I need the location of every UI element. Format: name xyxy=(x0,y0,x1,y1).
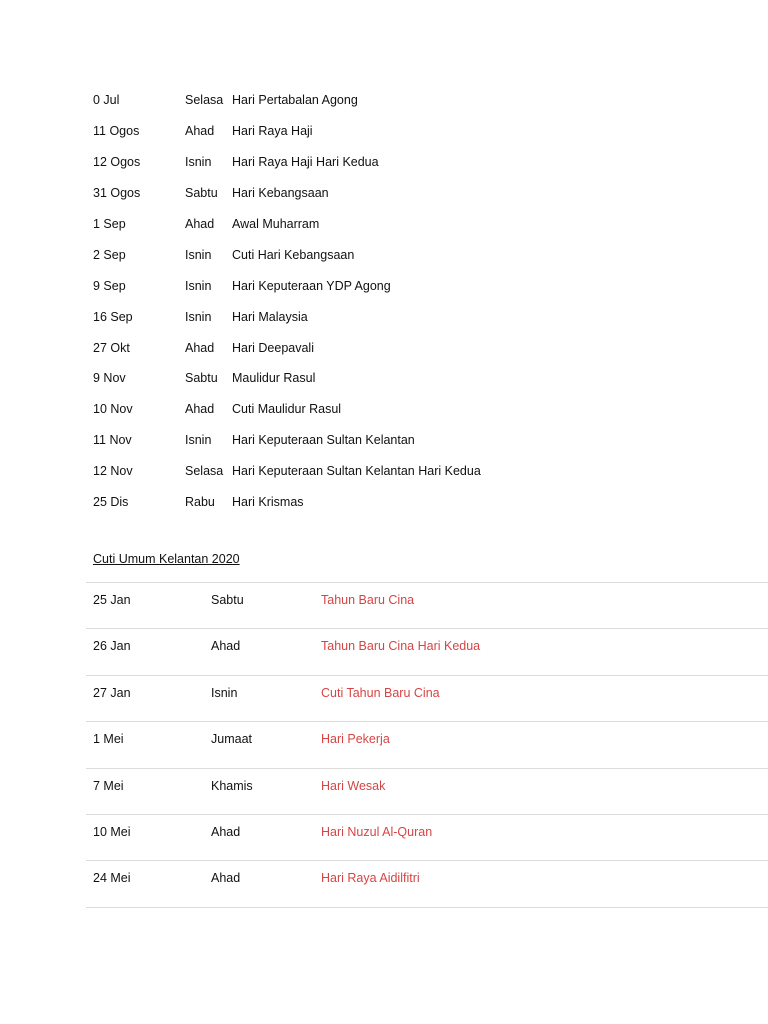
holiday-day: Sabtu xyxy=(185,371,218,386)
table-row xyxy=(86,815,768,861)
table-row xyxy=(86,629,768,675)
holiday-name: Hari Pekerja xyxy=(321,732,390,747)
list-item xyxy=(93,332,733,363)
list-item xyxy=(93,85,733,116)
list-item xyxy=(93,301,733,332)
list-item xyxy=(93,487,733,518)
table-row xyxy=(86,676,768,722)
holiday-name: Hari Keputeraan YDP Agong xyxy=(232,278,391,293)
holiday-day: Ahad xyxy=(211,871,241,886)
holiday-day: Isnin xyxy=(185,155,212,170)
holiday-day: Jumaat xyxy=(211,732,252,747)
section-heading: Cuti Umum Kelantan 2020 xyxy=(93,552,240,566)
holiday-name: Hari Raya Aidilfitri xyxy=(321,871,420,886)
holiday-name: Hari Raya Haji Hari Kedua xyxy=(232,155,379,170)
holiday-day: Ahad xyxy=(185,402,215,417)
holiday-date: 10 Nov xyxy=(93,402,133,417)
holiday-day: Selasa xyxy=(185,93,224,108)
holiday-name: Hari Wesak xyxy=(321,778,386,793)
list-item xyxy=(93,178,733,209)
holiday-date: 1 Sep xyxy=(93,217,126,231)
holiday-name: Hari Kebangsaan xyxy=(232,186,329,201)
list-item xyxy=(93,209,733,240)
holiday-day: Isnin xyxy=(185,433,212,448)
holiday-day: Selasa xyxy=(185,464,224,479)
holiday-day: Sabtu xyxy=(185,186,218,201)
list-item xyxy=(93,425,733,456)
holiday-name: Cuti Hari Kebangsaan xyxy=(232,247,355,262)
holiday-date: 9 Sep xyxy=(93,278,126,293)
holiday-date: 0 Jul xyxy=(93,93,120,108)
holiday-day: Isnin xyxy=(185,247,212,262)
holiday-name: Hari Deepavali xyxy=(232,340,314,355)
holiday-day: Khamis xyxy=(211,778,253,793)
holiday-day: Ahad xyxy=(185,124,215,139)
holiday-date: 24 Mei xyxy=(93,871,131,886)
holiday-date: 1 Mei xyxy=(93,732,124,747)
holiday-name: Hari Keputeraan Sultan Kelantan xyxy=(232,433,415,448)
holiday-name: Cuti Tahun Baru Cina xyxy=(321,685,440,700)
holiday-day: Rabu xyxy=(185,495,215,510)
holiday-date: 11 Nov xyxy=(93,433,132,448)
list-item xyxy=(93,147,733,178)
holiday-day: Isnin xyxy=(211,685,238,700)
list-item xyxy=(93,239,733,270)
list-item xyxy=(93,456,733,487)
holiday-date: 27 Jan xyxy=(93,685,131,700)
list-item xyxy=(93,116,733,147)
holiday-date: 10 Mei xyxy=(93,824,131,839)
list-item xyxy=(93,363,733,394)
holiday-day: Isnin xyxy=(185,278,212,293)
holiday-name: Awal Muharram xyxy=(232,217,320,231)
holiday-date: 2 Sep xyxy=(93,247,126,262)
holiday-table-2020 xyxy=(86,582,768,908)
holiday-date: 12 Ogos xyxy=(93,155,141,170)
holiday-name: Maulidur Rasul xyxy=(232,371,316,386)
holiday-date: 12 Nov xyxy=(93,464,133,479)
list-item xyxy=(93,394,733,425)
holiday-date: 25 Jan xyxy=(93,593,131,607)
holiday-date: 27 Okt xyxy=(93,340,130,355)
holiday-name: Tahun Baru Cina Hari Kedua xyxy=(321,639,481,654)
holiday-day: Ahad xyxy=(211,639,241,654)
table-row xyxy=(86,722,768,768)
table-row xyxy=(86,861,768,907)
holiday-name: Cuti Maulidur Rasul xyxy=(232,402,342,417)
holiday-day: Ahad xyxy=(185,340,215,355)
list-item xyxy=(93,270,733,301)
holiday-name: Tahun Baru Cina xyxy=(321,593,415,607)
holiday-list xyxy=(93,85,733,517)
holiday-name: Hari Nuzul Al-Quran xyxy=(321,824,433,839)
holiday-name: Hari Keputeraan Sultan Kelantan Hari Kedua xyxy=(232,464,481,479)
table-row xyxy=(86,769,768,815)
holiday-name: Hari Krismas xyxy=(232,495,304,510)
holiday-day: Isnin xyxy=(185,309,212,324)
holiday-date: 9 Nov xyxy=(93,371,126,386)
holiday-day: Sabtu xyxy=(211,593,244,607)
holiday-name: Hari Malaysia xyxy=(232,309,308,324)
holiday-name: Hari Pertabalan Agong xyxy=(232,93,358,108)
holiday-date: 25 Dis xyxy=(93,495,129,510)
table-row xyxy=(86,583,768,629)
holiday-date: 26 Jan xyxy=(93,639,131,654)
holiday-date: 31 Ogos xyxy=(93,186,141,201)
holiday-date: 7 Mei xyxy=(93,778,124,793)
holiday-name: Hari Raya Haji xyxy=(232,124,313,139)
holiday-date: 11 Ogos xyxy=(93,124,140,139)
holiday-day: Ahad xyxy=(211,824,241,839)
holiday-date: 16 Sep xyxy=(93,309,133,324)
holiday-day: Ahad xyxy=(185,217,215,231)
